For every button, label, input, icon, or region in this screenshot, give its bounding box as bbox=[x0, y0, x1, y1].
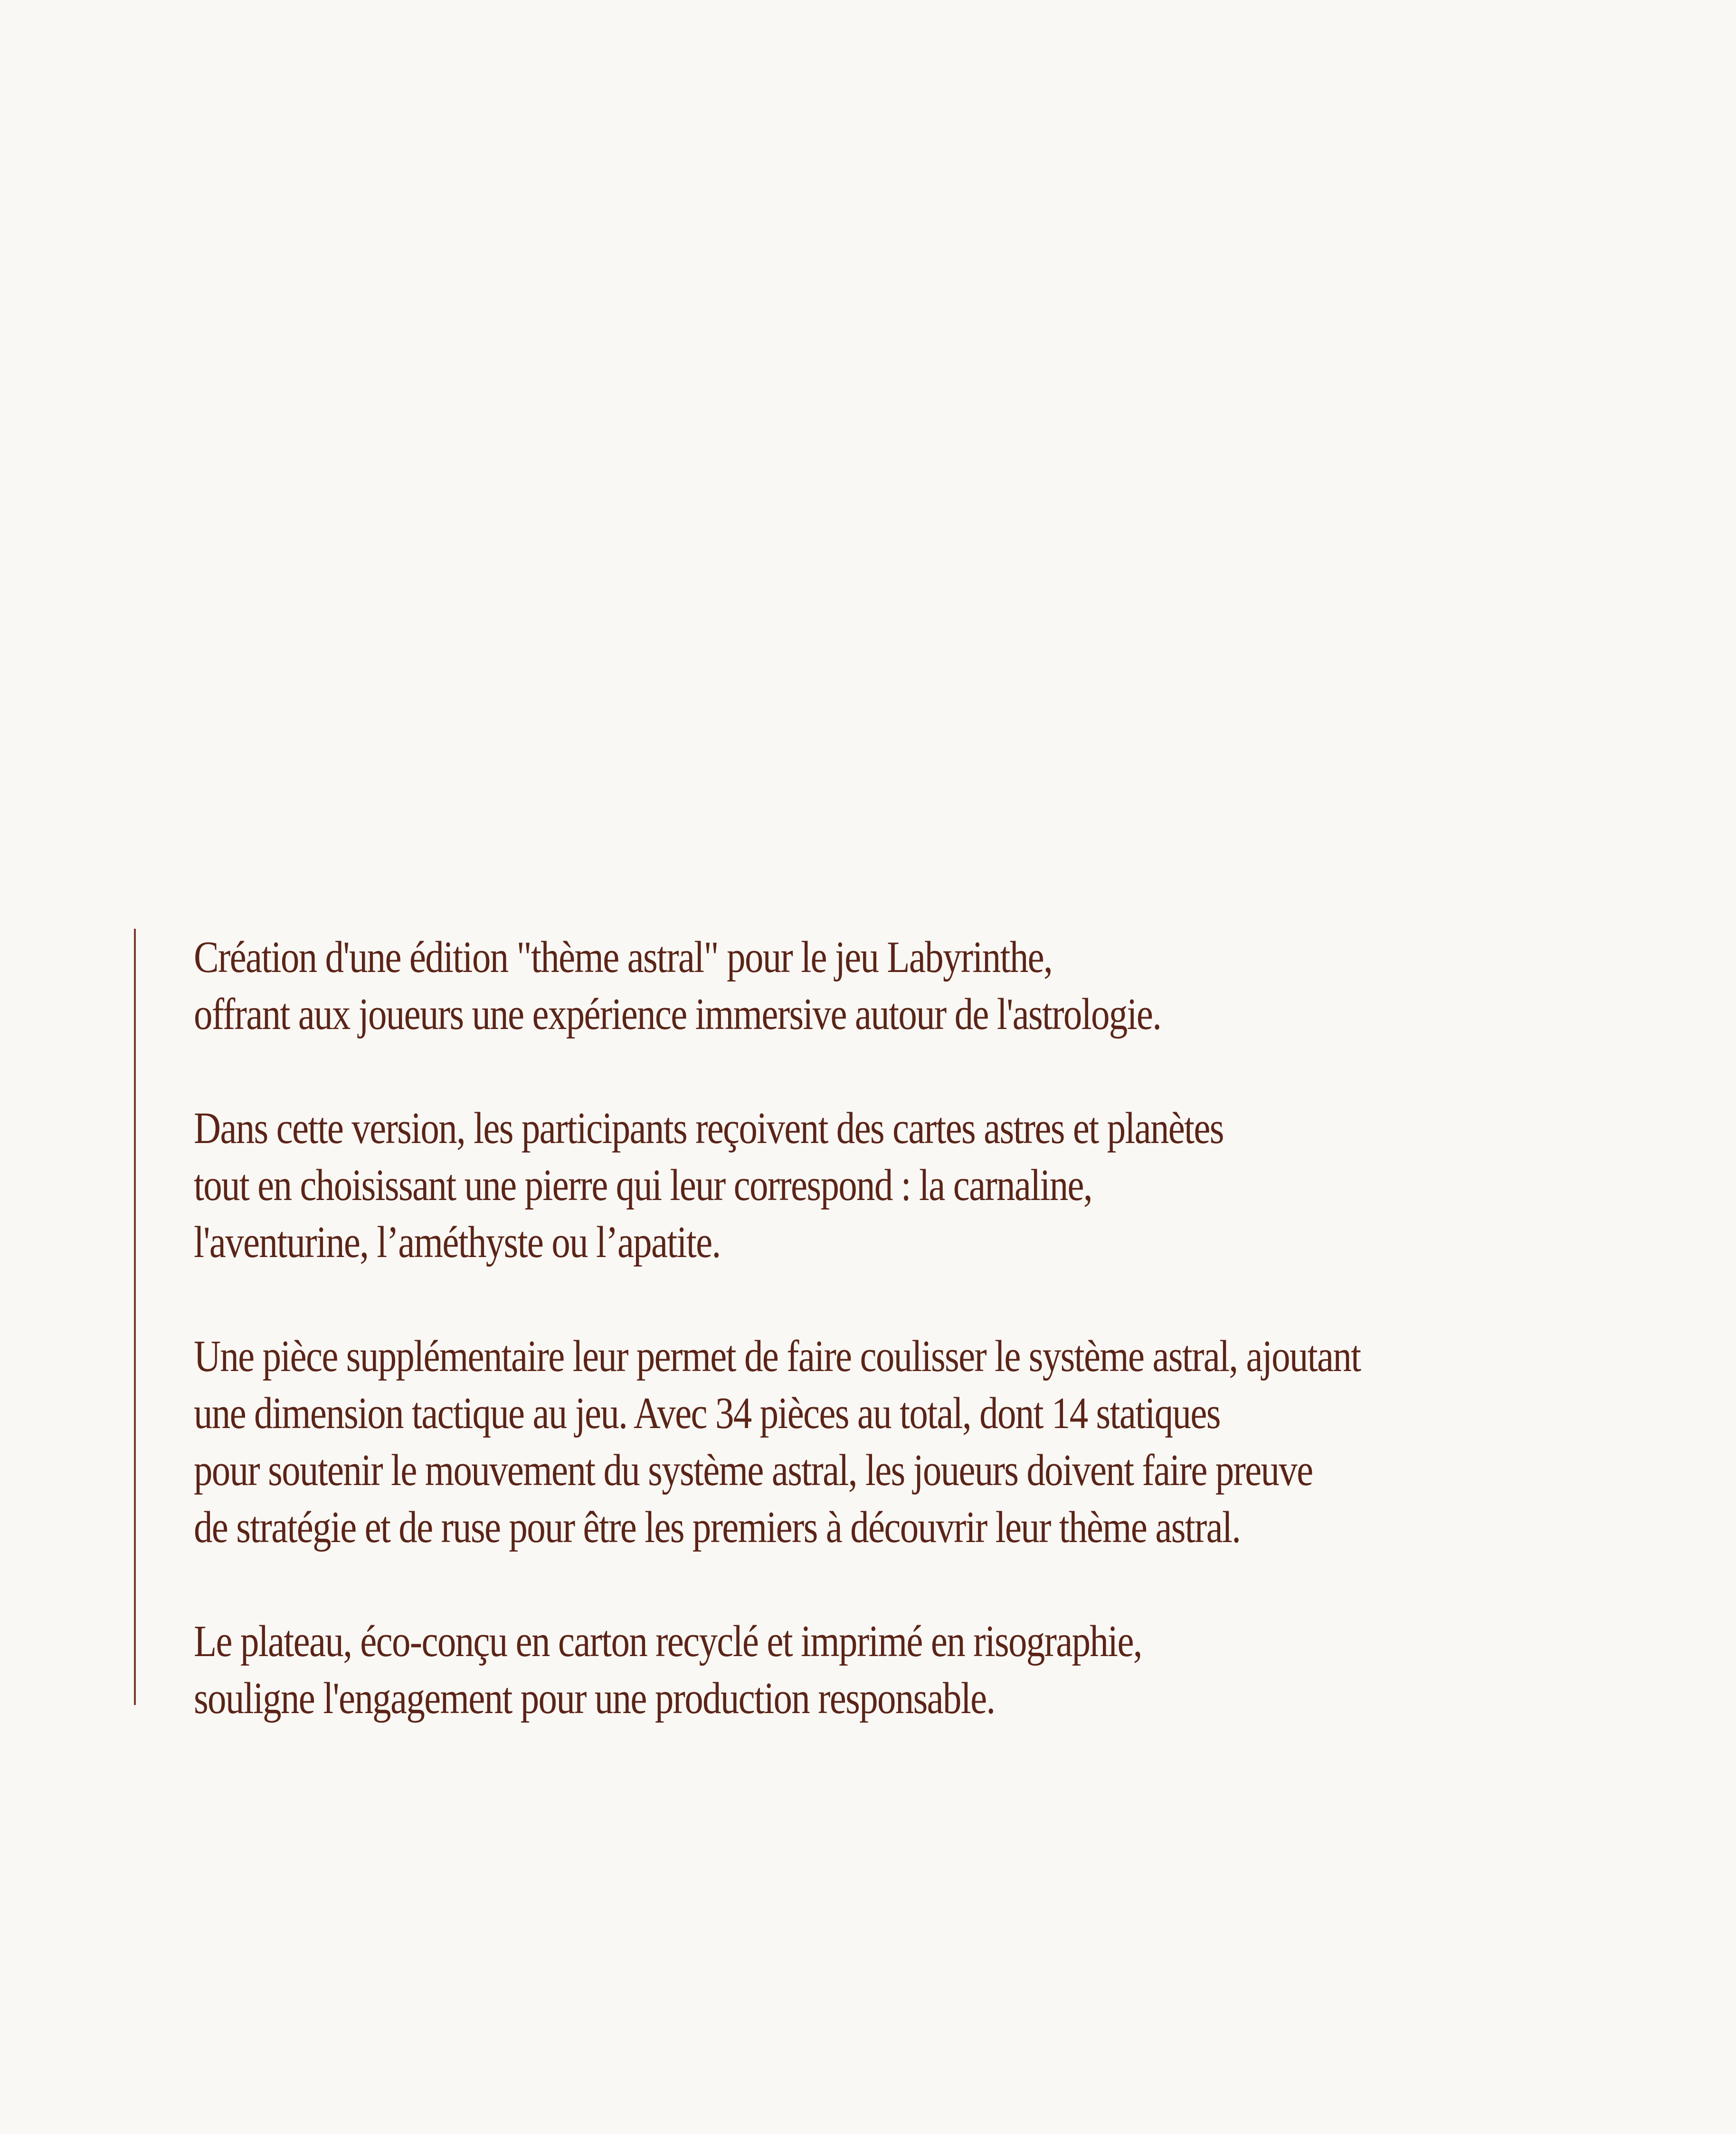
paragraph-production bbox=[194, 1613, 1414, 1727]
text-line: de stratégie et de ruse pour être les premiers à découvrir leur thème astral. bbox=[194, 1503, 1241, 1552]
text-line: souligne l'engagement pour une production responsable. bbox=[194, 1674, 995, 1723]
text-line: une dimension tactique au jeu. Avec 34 pièces au total, dont 14 statiques bbox=[194, 1389, 1220, 1438]
text-line: Création d'une édition "thème astral" pour le jeu Labyrinthe, bbox=[194, 933, 1053, 982]
project-description bbox=[194, 929, 1414, 1727]
description-block bbox=[0, 929, 1736, 1723]
text-line: pour soutenir le mouvement du système astral, les joueurs doivent faire preuve bbox=[194, 1446, 1313, 1495]
text-line: offrant aux joueurs une expérience immersive autour de l'astrologie. bbox=[194, 990, 1161, 1039]
vertical-accent-rule bbox=[134, 929, 136, 1705]
text-line: tout en choisissant une pierre qui leur correspond : la carnaline, bbox=[194, 1161, 1092, 1210]
paragraph-stones bbox=[194, 1100, 1414, 1271]
text-line: l'aventurine, l’améthyste ou l’apatite. bbox=[194, 1218, 721, 1267]
text-line: Une pièce supplémentaire leur permet de faire coulisser le système astral, ajoutant bbox=[194, 1332, 1361, 1381]
paragraph-intro bbox=[194, 929, 1414, 1043]
text-line: Le plateau, éco-conçu en carton recyclé et imprimé en risographie, bbox=[194, 1617, 1142, 1666]
text-line: Dans cette version, les participants reçoivent des cartes astres et planètes bbox=[194, 1104, 1224, 1153]
paragraph-gameplay bbox=[194, 1328, 1414, 1556]
